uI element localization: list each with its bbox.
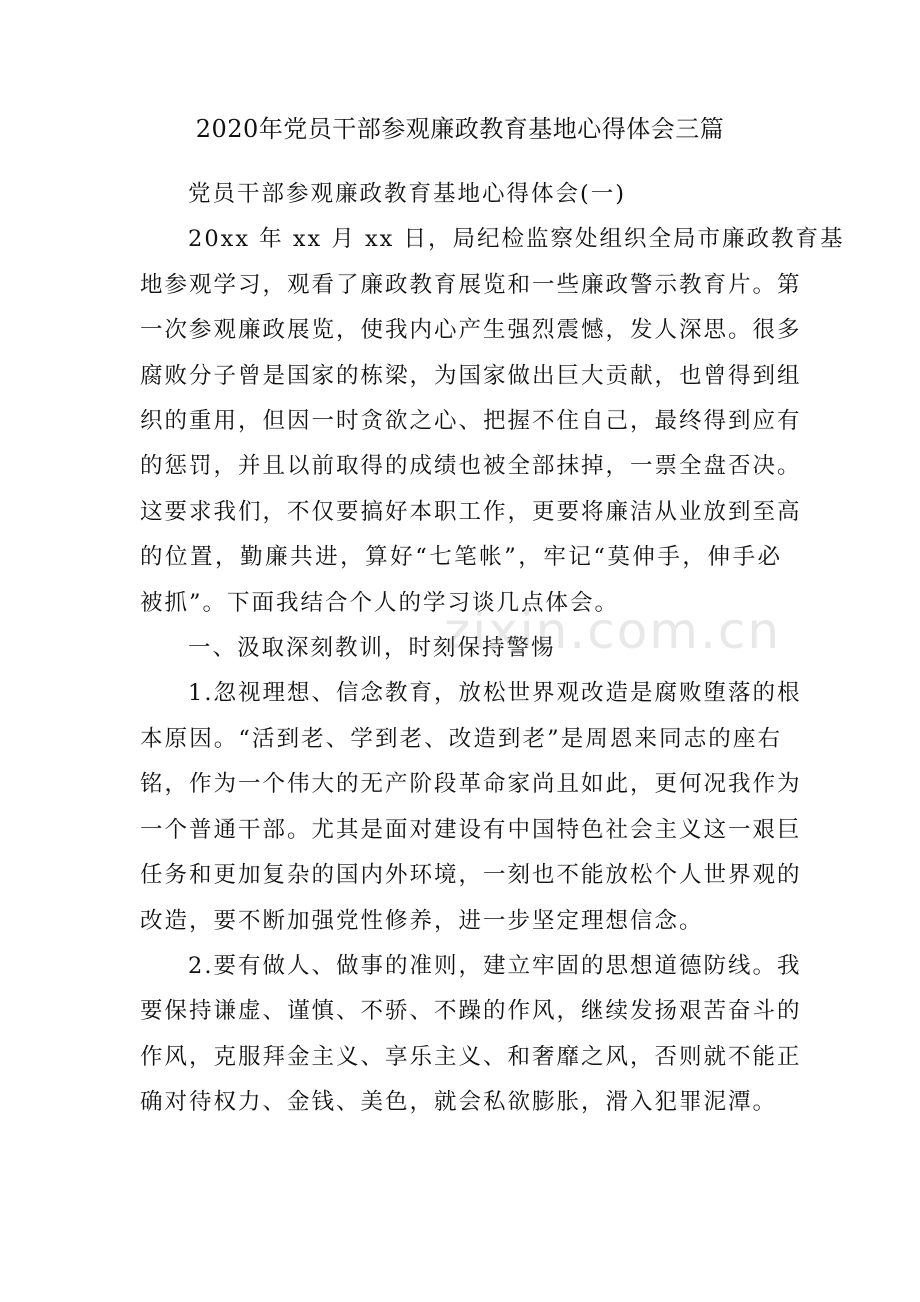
subheading: 一、汲取深刻教训，时刻保持警惕 bbox=[188, 635, 556, 662]
paragraph-line: 的惩罚，并且以前取得的成绩也被全部抹掉，一票全盘否决。 bbox=[140, 453, 802, 480]
item-paragraph-2 bbox=[140, 944, 802, 1126]
intro-paragraph bbox=[140, 217, 845, 626]
paragraph-line: 被抓”。下面我结合个人的学习谈几点体会。 bbox=[140, 589, 620, 616]
paragraph-line: 地参观学习，观看了廉政教育展览和一些廉政警示教育片。第 bbox=[140, 271, 802, 298]
paragraph-line: 确对待权力、金钱、美色，就会私欲膨胀，滑入犯罪泥潭。 bbox=[140, 1089, 778, 1116]
paragraph-line: 一次参观廉政展览，使我内心产生强烈震憾，发人深思。很多 bbox=[140, 317, 802, 344]
document-body bbox=[140, 172, 845, 1126]
paragraph-line: 这要求我们，不仅要搞好本职工作，更要将廉洁从业放到至高 bbox=[140, 498, 802, 525]
item-paragraph-1 bbox=[140, 671, 802, 943]
paragraph-line: 本原因。“活到老、学到老、改造到老”是周恩来同志的座右 bbox=[140, 725, 782, 752]
document-title: 2020年党员干部参观廉政教育基地心得体会三篇 bbox=[195, 115, 725, 143]
paragraph-line: 要保持谦虚、谨慎、不骄、不躁的作风，继续发扬艰苦奋斗的 bbox=[140, 998, 802, 1025]
watermark-text: zixin.com.cn bbox=[444, 602, 782, 660]
paragraph-line: 织的重用，但因一时贪欲之心、把握不住自己，最终得到应有 bbox=[140, 408, 802, 435]
paragraph-line: 1.忽视理想、信念教育，放松世界观改造是腐败堕落的根 bbox=[188, 680, 802, 707]
paragraph-line: 2.要有做人、做事的准则，建立牢固的思想道德防线。我 bbox=[188, 952, 802, 979]
paragraph-line: 任务和更加复杂的国内外环境，一刻也不能放松个人世界观的 bbox=[140, 862, 802, 889]
paragraph-line: 腐败分子曾是国家的栋梁，为国家做出巨大贡献，也曾得到组 bbox=[140, 362, 802, 389]
paragraph-line: 作风，克服拜金主义、享乐主义、和奢靡之风，否则就不能正 bbox=[140, 1043, 802, 1070]
paragraph-line: 改造，要不断加强党性修养，进一步坚定理想信念。 bbox=[140, 907, 704, 934]
section-heading: 党员干部参观廉政教育基地心得体会(一) bbox=[188, 181, 627, 207]
paragraph-line: 铭，作为一个伟大的无产阶段革命家尚且如此，更何况我作为 bbox=[140, 771, 802, 798]
paragraph-line: 一个普通干部。尤其是面对建设有中国特色社会主义这一艰巨 bbox=[140, 816, 802, 843]
paragraph-line: 的位置，勤廉共进，算好“七笔帐”，牢记“莫伸手，伸手必 bbox=[140, 544, 782, 571]
paragraph-line: 20xx 年 xx 月 xx 日，局纪检监察处组织全局市廉政教育基 bbox=[188, 226, 845, 253]
